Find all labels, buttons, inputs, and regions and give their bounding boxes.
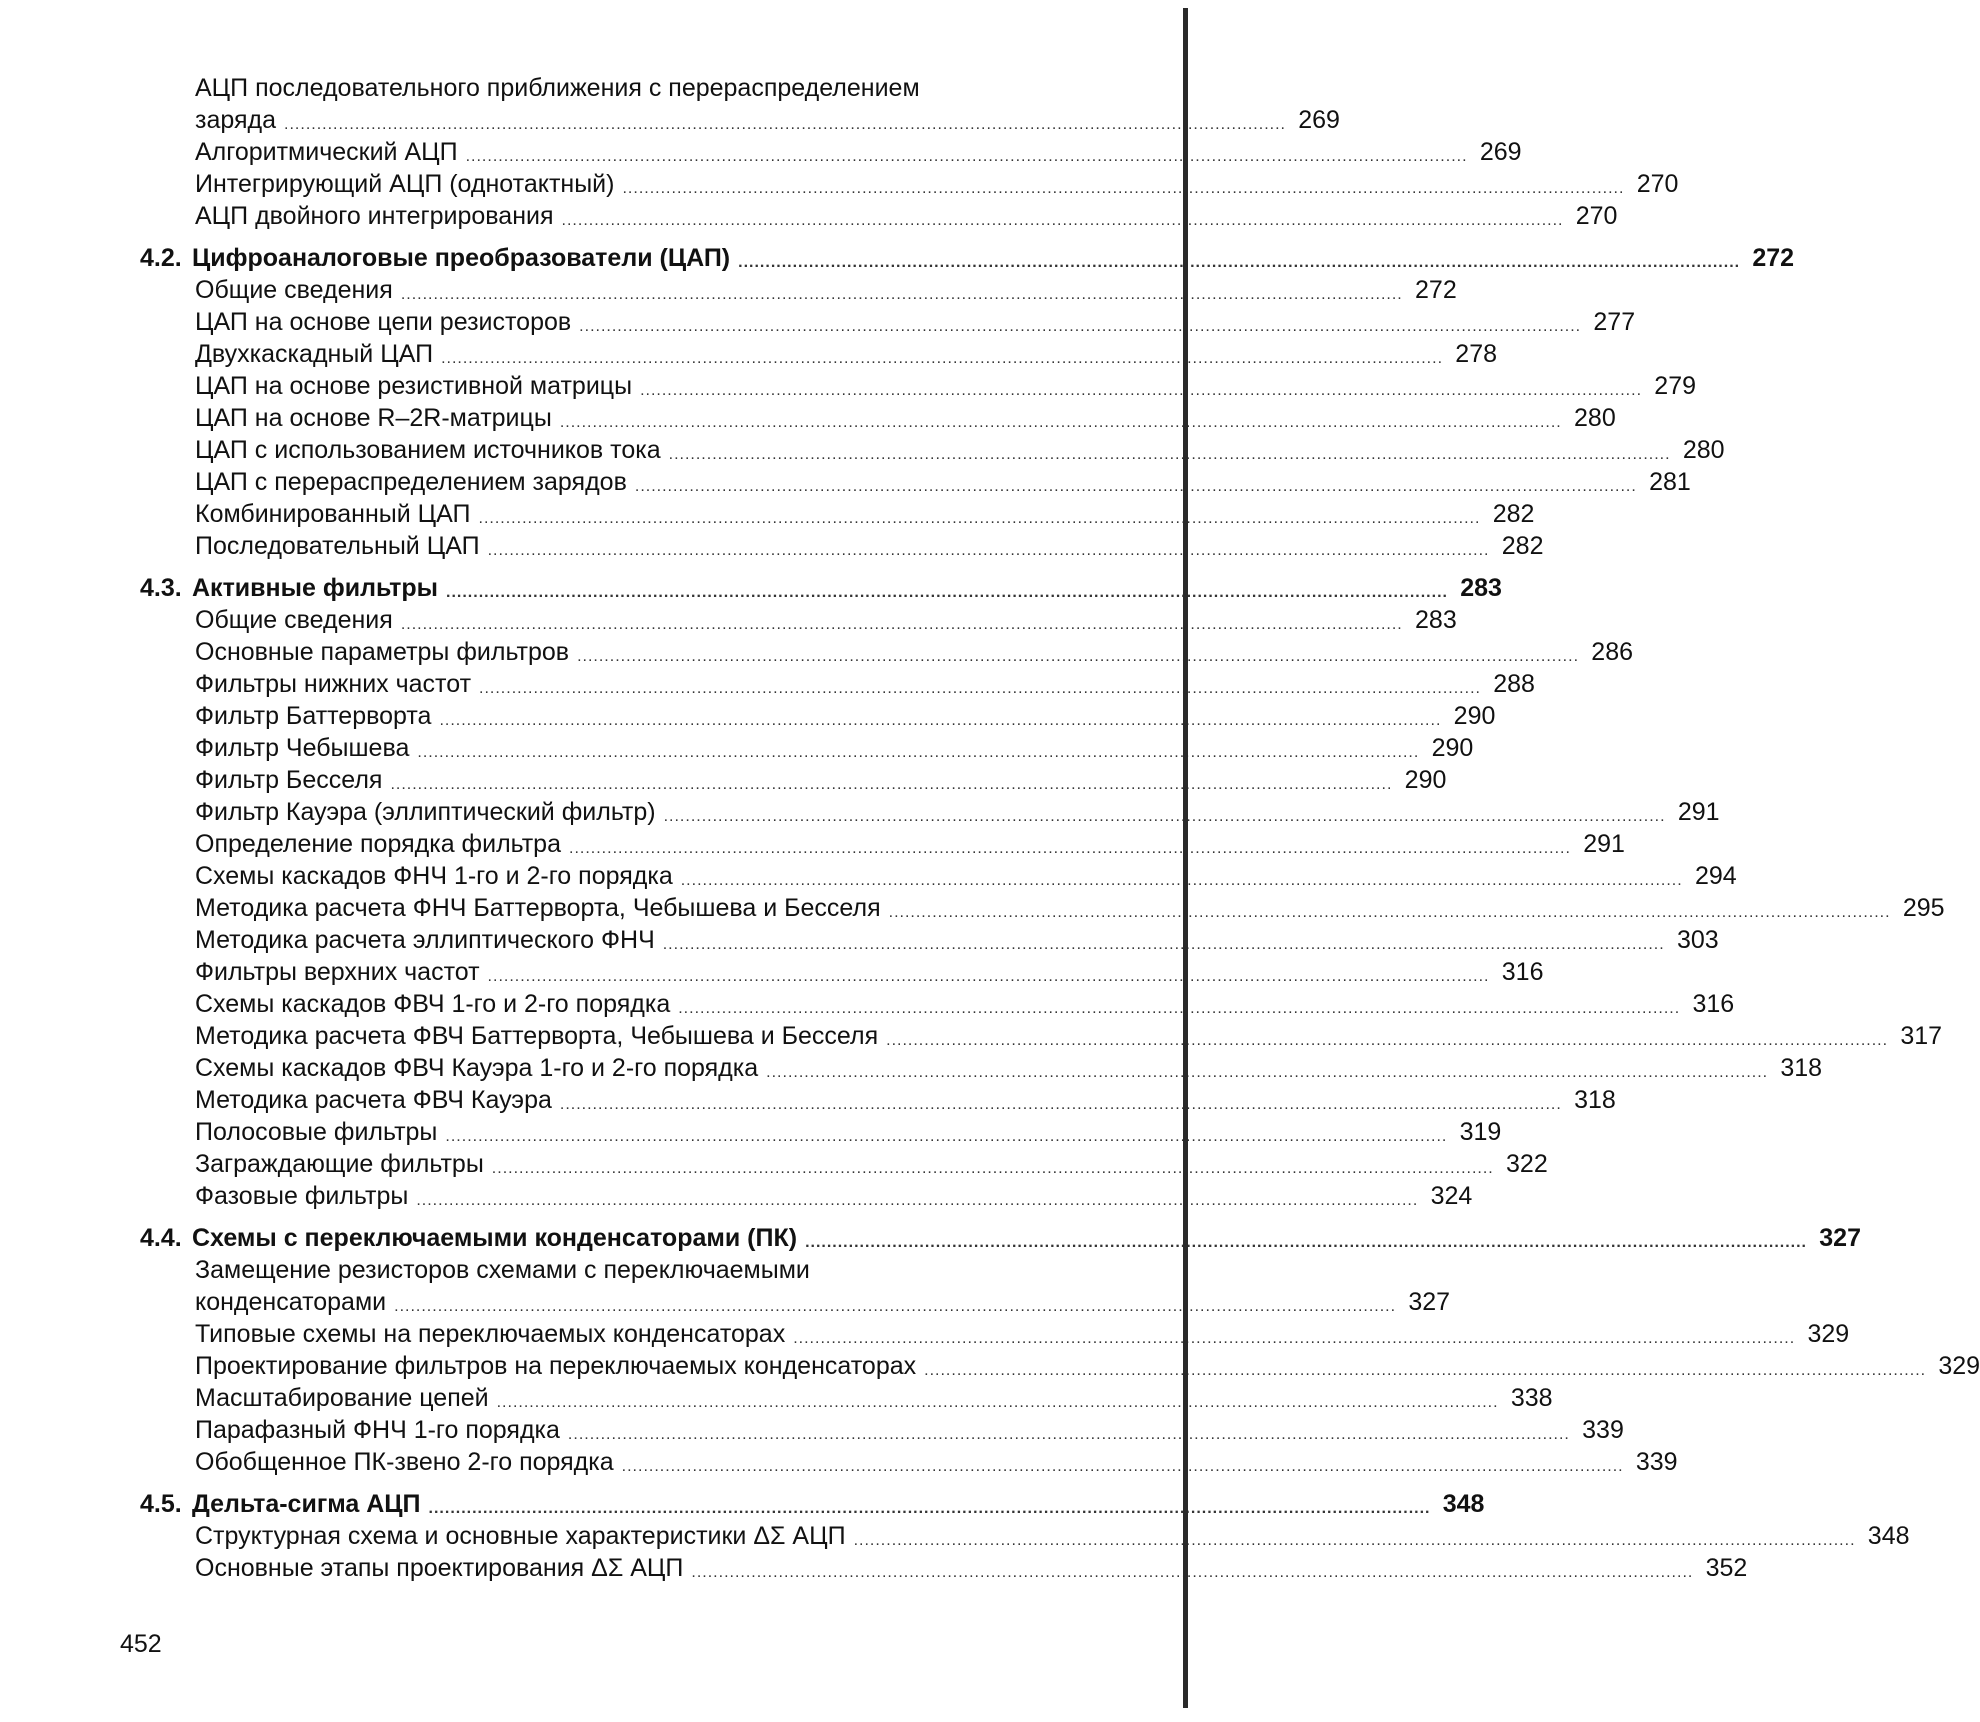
toc-entry-title: Замещение резисторов схемами с переключаемыми <box>195 1256 810 1284</box>
toc-entry-text: ЦАП с перераспределением зарядов <box>195 468 627 496</box>
toc-page-number: 327 <box>1408 1288 1451 1316</box>
toc-page-number: 272 <box>1415 276 1457 304</box>
toc-entry-text: Двухкаскадный ЦАП <box>195 340 434 368</box>
toc-entry-title <box>195 637 569 668</box>
toc-entry-text: Методика расчета эллиптического ФНЧ <box>195 926 655 954</box>
toc-entry-title <box>195 989 670 1020</box>
toc-entry-title <box>195 1415 560 1446</box>
toc-section-entry <box>140 240 1795 274</box>
toc-entry-title <box>195 1053 758 1084</box>
toc-entry-text: Парафазный ФНЧ 1-го порядка <box>195 1416 560 1444</box>
toc-subsection-entry <box>140 402 1616 434</box>
toc-entry-text: Схемы каскадов ФВЧ 1-го и 2-го порядка <box>195 990 671 1018</box>
toc-entry-text: Типовые схемы на переключаемых конденсаторах <box>195 1320 786 1348</box>
toc-subsection-entry <box>140 604 1457 636</box>
toc-page-number: 327 <box>1819 1224 1861 1252</box>
dot-leader <box>766 1062 1768 1084</box>
toc-entry-title <box>195 499 471 530</box>
toc-entry-text: Определение порядка фильтра <box>195 830 561 858</box>
toc-subsection-entry <box>140 338 1498 370</box>
toc-page-number: 339 <box>1635 1448 1678 1476</box>
toc-entry-text: Алгоритмический АЦП <box>195 138 458 166</box>
dot-leader <box>479 678 1481 700</box>
toc-page-number: 270 <box>1575 202 1618 230</box>
toc-entry-title <box>140 1489 421 1520</box>
toc-page-number: 279 <box>1654 372 1697 400</box>
toc-page-number: 291 <box>1583 830 1625 858</box>
toc-entry-text: Дельта-сигма АЦП <box>192 1490 421 1518</box>
toc-entry-title <box>195 1447 614 1478</box>
toc-entry-title <box>195 201 554 232</box>
toc-subsection-entry <box>140 498 1535 530</box>
toc-entry-text: ЦАП с использованием источников тока <box>195 436 661 464</box>
toc-entry-text: ЦАП на основе резистивной матрицы <box>195 372 633 400</box>
toc-entry-title <box>195 403 552 434</box>
dot-leader <box>416 1190 1418 1212</box>
dot-leader <box>569 838 1571 860</box>
toc-entry-text: Методика расчета ФВЧ Баттерворта, Чебышева и Бесселя <box>195 1022 879 1050</box>
toc-entry-text: конденсаторами <box>195 1288 387 1316</box>
toc-entry-title <box>195 1085 552 1116</box>
dot-leader <box>678 998 1680 1020</box>
toc-subsection-entry <box>140 370 1697 402</box>
toc-entry-text: Структурная схема и основные характеристики ΔΣ АЦП <box>195 1522 846 1550</box>
toc-subsection-entry <box>140 636 1634 668</box>
toc-subsection-entry <box>140 1148 1548 1180</box>
toc-entry-text: Общие сведения <box>195 606 393 634</box>
toc-page-number: 303 <box>1676 926 1719 954</box>
dot-leader <box>738 252 1740 274</box>
toc-entry-title <box>195 765 382 796</box>
toc-subsection-entry <box>140 892 1945 924</box>
toc-subsection-entry <box>140 1520 1910 1552</box>
toc-page-number: 316 <box>1692 990 1735 1018</box>
toc-subsection-entry <box>140 1350 1980 1382</box>
toc-entry-text: Проектирование фильтров на переключаемых конденсаторах <box>195 1352 917 1380</box>
dot-leader <box>562 210 1564 232</box>
toc-subsection-entry <box>140 1552 1748 1584</box>
dot-leader <box>924 1360 1926 1382</box>
dot-leader <box>479 508 1481 530</box>
toc-subsection-entry <box>140 200 1618 232</box>
toc-page-number: 319 <box>1459 1118 1502 1146</box>
toc-subsection-entry <box>140 1286 1451 1318</box>
dot-leader <box>663 934 1665 956</box>
toc-entry-title <box>195 861 673 892</box>
toc-entry-text: Интегрирующий АЦП (однотактный) <box>195 170 615 198</box>
dot-leader <box>488 540 1490 562</box>
toc-entry-title <box>195 1319 785 1350</box>
toc-entry-title <box>195 1181 408 1212</box>
toc-section-number: 4.2. <box>140 244 182 272</box>
toc-subsection-entry <box>140 434 1725 466</box>
toc-entry-text: Методика расчета ФНЧ Баттерворта, Чебышева и Бесселя <box>195 894 881 922</box>
toc-page-number: 283 <box>1415 606 1457 634</box>
toc-subsection-entry <box>140 466 1691 498</box>
toc-page-number: 269 <box>1479 138 1522 166</box>
toc-entry-title <box>195 1149 484 1180</box>
toc-entry-title <box>195 797 656 828</box>
dot-leader <box>560 1094 1562 1116</box>
toc-entry-title <box>195 669 471 700</box>
toc-page-number: 329 <box>1807 1320 1850 1348</box>
dot-leader <box>579 316 1581 338</box>
dot-leader <box>488 966 1490 988</box>
toc-page-number: 280 <box>1682 436 1725 464</box>
toc-entry-text: ЦАП на основе R–2R-матрицы <box>195 404 552 432</box>
toc-entry-text: Активные фильтры <box>192 574 439 602</box>
dot-leader <box>446 582 1448 604</box>
toc-page-number: 317 <box>1900 1022 1943 1050</box>
toc-subsection-entry <box>140 668 1535 700</box>
toc-subsection-entry <box>140 924 1719 956</box>
toc-entry-title <box>195 1521 846 1552</box>
toc-entry-title <box>195 605 393 636</box>
toc-entry-line <box>140 1254 1080 1286</box>
dot-leader <box>664 806 1666 828</box>
toc-entry-text: Основные параметры фильтров <box>195 638 570 666</box>
toc-subsection-entry <box>140 168 1679 200</box>
dot-leader <box>439 710 1441 732</box>
dot-leader <box>441 348 1443 370</box>
toc-entry-text: Цифроаналоговые преобразователи (ЦАП) <box>192 244 731 272</box>
toc-page-number: 282 <box>1501 532 1544 560</box>
toc-entry-text: ЦАП на основе цепи резисторов <box>195 308 572 336</box>
dot-leader <box>622 1456 1624 1478</box>
toc-entry-title <box>195 733 409 764</box>
toc-entry-title <box>195 137 458 168</box>
dot-leader <box>466 146 1468 168</box>
dot-leader <box>417 742 1419 764</box>
toc-subsection-entry <box>140 306 1636 338</box>
toc-entry-title <box>195 925 655 956</box>
toc-section-entry <box>140 1486 1485 1520</box>
toc-entry-text: заряда <box>195 106 277 134</box>
toc-page-number: 348 <box>1442 1490 1485 1518</box>
toc-section-entry <box>140 1220 1861 1254</box>
toc-subsection-entry <box>140 530 1544 562</box>
toc-entry-title: АЦП последовательного приближения с перераспределением <box>195 74 920 102</box>
toc-subsection-entry <box>140 1180 1473 1212</box>
toc-entry-text: Схемы каскадов ФНЧ 1-го и 2-го порядка <box>195 862 673 890</box>
toc-page-number: 339 <box>1582 1416 1624 1444</box>
dot-leader <box>669 444 1671 466</box>
toc-entry-text: Фильтр Бесселя <box>195 766 383 794</box>
toc-page-number: 348 <box>1867 1522 1910 1550</box>
dot-leader <box>854 1530 1856 1552</box>
toc-subsection-entry <box>140 104 1340 136</box>
toc-entry-line <box>140 72 1080 104</box>
toc-page-number: 290 <box>1431 734 1474 762</box>
toc-page-number: 281 <box>1649 468 1691 496</box>
dot-leader <box>640 380 1642 402</box>
toc-subsection-entry <box>140 274 1457 306</box>
toc-entry-title <box>195 105 276 136</box>
toc-page-number: 283 <box>1460 574 1502 602</box>
toc-page-number: 318 <box>1574 1086 1616 1114</box>
toc-entry-title <box>140 243 730 274</box>
toc-entry-text: Фильтры верхних частот <box>195 958 480 986</box>
toc-entry-text: Фильтры нижних частот <box>195 670 472 698</box>
toc-page-number: 288 <box>1493 670 1535 698</box>
toc-page-number: 282 <box>1492 500 1535 528</box>
dot-leader <box>691 1562 1693 1584</box>
toc-subsection-entry <box>140 1382 1553 1414</box>
dot-leader <box>401 284 1403 306</box>
dot-leader <box>560 412 1562 434</box>
page-number: 452 <box>120 1630 162 1658</box>
toc-page-number: 280 <box>1574 404 1616 432</box>
toc-entry-title <box>195 1383 489 1414</box>
dot-leader <box>681 870 1683 892</box>
toc-entry-text: Последовательный ЦАП <box>195 532 480 560</box>
dot-leader <box>889 902 1891 924</box>
toc-entry-title <box>195 893 881 924</box>
toc-entry-text: Фильтр Баттерворта <box>195 702 432 730</box>
toc-subsection-entry <box>140 1414 1624 1446</box>
toc-subsection-entry <box>140 764 1447 796</box>
table-of-contents <box>140 72 1980 1584</box>
toc-entry-text: Комбинированный ЦАП <box>195 500 471 528</box>
toc-page-number: 278 <box>1455 340 1498 368</box>
toc-entry-text: Основные этапы проектирования ΔΣ АЦП <box>195 1554 684 1582</box>
toc-entry-text: Схемы с переключаемыми конденсаторами (ПК) <box>192 1224 798 1252</box>
toc-subsection-entry <box>140 700 1496 732</box>
dot-leader <box>394 1296 1396 1318</box>
toc-entry-text: Общие сведения <box>195 276 393 304</box>
toc-subsection-entry <box>140 796 1720 828</box>
toc-page-number: 352 <box>1705 1554 1748 1582</box>
toc-entry-title <box>195 1021 878 1052</box>
toc-page-number: 329 <box>1938 1352 1980 1380</box>
toc-entry-title <box>195 1117 437 1148</box>
dot-leader <box>886 1030 1888 1052</box>
dot-leader <box>497 1392 1499 1414</box>
toc-subsection-entry <box>140 1318 1850 1350</box>
toc-subsection-entry <box>140 1052 1823 1084</box>
dot-leader <box>568 1424 1570 1446</box>
dot-leader <box>492 1158 1494 1180</box>
toc-page-number: 291 <box>1677 798 1720 826</box>
toc-entry-title <box>195 339 433 370</box>
toc-page-number: 316 <box>1501 958 1544 986</box>
toc-subsection-entry <box>140 828 1625 860</box>
toc-page-number: 286 <box>1591 638 1634 666</box>
book-spine-edge <box>1183 8 1188 1708</box>
toc-entry-text: Масштабирование цепей <box>195 1384 489 1412</box>
dot-leader <box>577 646 1579 668</box>
toc-page-number: 270 <box>1636 170 1679 198</box>
toc-subsection-entry <box>140 1020 1943 1052</box>
toc-subsection-entry <box>140 860 1737 892</box>
toc-entry-text: Полосовые фильтры <box>195 1118 438 1146</box>
toc-section-number: 4.3. <box>140 574 182 602</box>
toc-entry-title <box>140 1223 797 1254</box>
toc-subsection-entry <box>140 1446 1678 1478</box>
toc-entry-text: Схемы каскадов ФВЧ Кауэра 1-го и 2-го порядка <box>195 1054 759 1082</box>
dot-leader <box>401 614 1403 636</box>
toc-subsection-entry <box>140 1084 1616 1116</box>
dot-leader <box>445 1126 1447 1148</box>
toc-page-number: 324 <box>1430 1182 1473 1210</box>
toc-entry-title <box>195 1553 683 1584</box>
toc-entry-title <box>195 1351 916 1382</box>
toc-entry-title <box>195 307 571 338</box>
toc-entry-title <box>195 435 661 466</box>
toc-entry-text: Методика расчета ФВЧ Кауэра <box>195 1086 552 1114</box>
toc-page-number: 322 <box>1506 1150 1548 1178</box>
toc-entry-title <box>195 169 614 200</box>
toc-entry-title <box>195 829 561 860</box>
toc-page-number: 290 <box>1453 702 1496 730</box>
toc-section-entry <box>140 570 1502 604</box>
toc-page-number: 318 <box>1780 1054 1823 1082</box>
toc-entry-title <box>195 1287 386 1318</box>
toc-subsection-entry <box>140 956 1544 988</box>
toc-entry-title <box>195 957 480 988</box>
toc-entry-title <box>195 531 480 562</box>
toc-entry-text: АЦП двойного интегрирования <box>195 202 554 230</box>
toc-page-number: 269 <box>1298 106 1340 134</box>
dot-leader <box>793 1328 1795 1350</box>
toc-subsection-entry <box>140 136 1522 168</box>
toc-entry-title <box>195 467 627 498</box>
toc-subsection-entry <box>140 1116 1502 1148</box>
toc-page-number: 294 <box>1694 862 1737 890</box>
toc-entry-title <box>195 371 632 402</box>
dot-leader <box>805 1232 1807 1254</box>
toc-entry-text: Фильтр Чебышева <box>195 734 410 762</box>
toc-page-number: 290 <box>1404 766 1447 794</box>
toc-entry-title <box>140 573 438 604</box>
toc-subsection-entry <box>140 732 1474 764</box>
dot-leader <box>622 178 1624 200</box>
toc-entry-text: Обобщенное ПК-звено 2-го порядка <box>195 1448 614 1476</box>
toc-section-number: 4.4. <box>140 1224 182 1252</box>
toc-page-number: 272 <box>1752 244 1795 272</box>
toc-entry-text: Фильтр Кауэра (эллиптический фильтр) <box>195 798 656 826</box>
dot-leader <box>284 114 1286 136</box>
toc-section-number: 4.5. <box>140 1490 182 1518</box>
toc-page-number: 277 <box>1593 308 1636 336</box>
dot-leader <box>635 476 1637 498</box>
toc-entry-title <box>195 701 431 732</box>
toc-subsection-entry <box>140 988 1735 1020</box>
dot-leader <box>429 1498 1431 1520</box>
toc-page-number: 338 <box>1510 1384 1553 1412</box>
toc-page-number: 295 <box>1902 894 1945 922</box>
dot-leader <box>390 774 1392 796</box>
toc-entry-text: Фазовые фильтры <box>195 1182 409 1210</box>
toc-entry-text: Заграждающие фильтры <box>195 1150 484 1178</box>
toc-entry-title <box>195 275 393 306</box>
